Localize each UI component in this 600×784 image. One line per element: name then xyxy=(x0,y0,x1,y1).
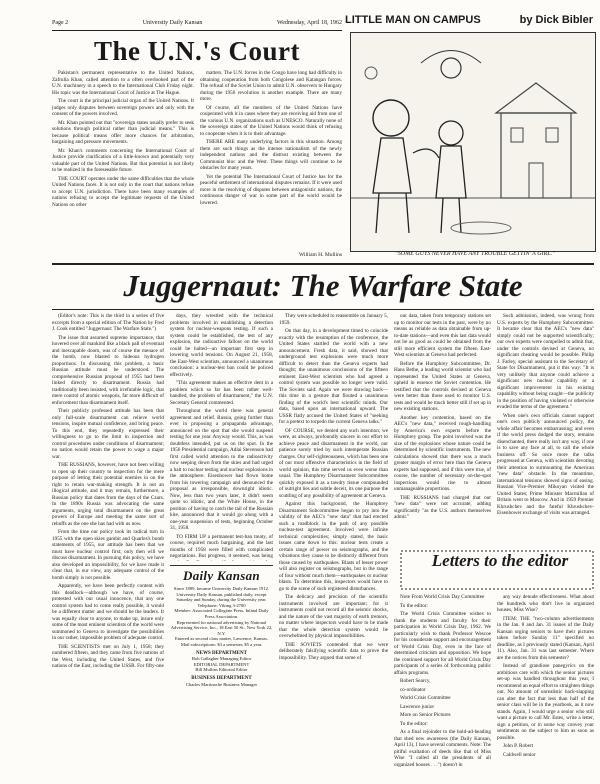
paragraph: THE COURT operates under the same difficulties that the whole United Nations faces. It is not only in the court that nations refuse to accept U.N. jurisdiction. There have been many examples of nations refusing to accept the legitimate requests of the United Nations on other xyxy=(52,175,194,208)
issue-date: Wednesday, April 18, 1962 xyxy=(277,20,342,26)
paragraph: days, they wrestled with the technical problems involved in establishing a detection system for nuclear-weapons testing. If such a system could be established, the test of any explosion, the radioactive fallout on the world could be halted—an important first step in lowering world tensions. On August 21, 1958, the East-West scientists, announced a unanimous conclusion: a nuclear-test ban could be policed effectively. xyxy=(170,313,273,378)
paragraph: Against this background, the Humphrey Disarmament Subcommittee began to pry into the validity of the AEC's "new data" that had erected such a roadblock in the path of any possible nuclear-test agreement. Involved were infinite technical complexities; simply stated, the basic issues came down to this: nuclear tests create a certain range of power on seismographs, and the vibrations they cause to be distinctly different from those caused by earthquakes. Blasts of lesser power will also register on seismographs, but in the range of four without much them—earthquakes or nuclear blasts. To determine this, inspectors would have to go to the scene of such registered disturbances. xyxy=(279,501,388,592)
letter-paragraph: Lawrence junior xyxy=(400,703,435,710)
page-header xyxy=(52,20,342,31)
letter-paragraph: Robert Searcy, xyxy=(400,678,431,684)
editorial-signature: William H. Mullins xyxy=(298,252,342,258)
paragraph: Mr. Khan's comments concerning the International Court of Justice provide clarification of a little-known and potentially very valuable part of the United Nations. But that potential is not likely to be realized in the foreseeable future. xyxy=(52,147,194,173)
masthead-line: Member: Associated Collegiate Press, Inland Daily Press Association. xyxy=(174,608,269,619)
letter-paragraph: John P. Robert xyxy=(503,743,534,749)
paragraph: Of course, all the members of the United Nations have cooperated with it in cases where they are receiving aid from one of the various U.N. organizations such as UNESCO. Naturally none of the sovereign states of the United Nations would think of refusing to cooperate when it is to their advantage. xyxy=(200,104,342,137)
comic-caption: "SOME GUYS NEVER HAVE ANY TROUBLE GETTIN' A GIRL." xyxy=(395,251,555,257)
letter-paragraph: any way denude effectiveness. What about the hundreds who don't live in organized houses, Miss Wise? xyxy=(497,594,594,613)
comic-artist: by Dick Bibler xyxy=(519,14,593,26)
paragraph: Mr. Khan pointed out that "sovereign states usually prefer to seek solutions through political rather than judicial means." This is because political means offer more chances for arbitration, bargaining and pressure movements. xyxy=(52,119,194,145)
paragraph: Such admission, indeed, was wrung from U.S. experts by the Humphrey Subcommittee. It became clear that the AEC's "new data" simply could not be supported scientifically; our own experts were compelled to admit that, under the controls devised at Geneva, no significant cheating would be possible. Philip J. Farley, special assistant to the Secretary of State for Disarmament, put it this way: "It is very unlikely that anyone could achieve a significant new nuclear capability or a significant improvement in his existing capability without being caught—the publicity in the position of having violated or otherwise evaded the terms of the agreement." xyxy=(497,313,594,410)
paragraph: (Editor's note: This is the third in a series of five excerpts from a special edition of The Nation by Fred J. Cook entitled "Juggernaut: The Warfare State.") xyxy=(52,313,164,332)
paragraph: The court is the principal judicial organ of the United Nations. It judges only disputes between sovereign powers and only with the consent of the powers involved. xyxy=(52,98,194,117)
masthead-line: Mail subscriptions: $3 a semester, $5 a year. xyxy=(180,641,263,647)
paragraph: Throughout the world there was general agreement and relief. Russia, going further than ever in proposing a propaganda advantage, announced on the spot that she would suspend testing for one year. Anyway would. This, as was doubtless intended, put us on the spot. In the 1956 Presidential campaign, Adlai Stevenson had first called world attention to the radioactivity now seeping down from the skies and had urged a halt to nuclear testing and nuclear explosions in the atmosphere. Eisenhower had flown home from his towering campaign and denounced the proposal as irresponsible, downright idiotic. Now, less than two years later, it didn't seem quite so idiotic, and the White House, in the position of having to catch the tail of the Russian kite, announced that it would go along with a one-year suspension of tests, beginning October 31, 1958. xyxy=(170,408,273,531)
comic-header xyxy=(345,14,593,28)
letter-paragraph: co-ordinator xyxy=(400,686,426,693)
masthead-line: EDITORIAL DEPARTMENT xyxy=(193,661,250,667)
letter-paragraph: As a final rejoinder to the hold-ad-heading that shed new awareness (the Daily Kansan, April 13), I have several comments. Note: The pitiful exaltation of deeds like that of Miss Wise "I called all the presidents of all organized houses . . .") doesn't in xyxy=(394,729,491,768)
paragraph: Another key contention, based on the AEC's "new data," received rough-handling by America's own experts before the Humphrey group. The point involved was the size of the explosions whose nature could be determined by scientific instruments. The new calculations showed that there was a much greater margin of error here than the Geneva experts had supposed, and if this were true, of course, the number of necessary on-the-spot inspections would rise to almost unmanageable proportions. xyxy=(394,414,491,492)
letters-column-1 xyxy=(394,594,491,778)
paragraph: matters. The U.N. forces in the Congo have long had difficulty in obtaining cooperation from both Congolese and Katangan forces. The refusal of the Soviet Union to admit U.N. observers to Hungary during the 1956 revolution is another example. There are many more. xyxy=(200,70,342,102)
masthead xyxy=(170,565,273,771)
letter-paragraph: The World Crisis Committee wishes to thank the students and faculty for their participation in World Crisis Day, 1962. We particularly wish to thank Professor Wescoe for his considerate support and encouragement of World Crisis Day, even in the face of determined criticism and opposition. We hope the continued support for all World Crisis Day participants of a series of forthcoming public affairs programs. xyxy=(394,611,491,676)
paragraph: When one's own officials cannot support one's own publicly announced policy, the whole affair becomes embarrassing; and even if the world press dodged the story, remains disenchanted, there really isn't any way, if one is to save any face at all, to call the whole business off. So once more the talks progressed at Geneva, with scientists devoting their attention to surmounting the American "new data" obstacle. In the meantime, international tensions showed signs of easing. Russian Vice-Premier Mikoyan visited the United States; Prime Minister Macmillan of Britain went to Moscow. And in 1959 Premier Khrushchev and the fateful Khrushchev-Eisenhower exchange of visits was arranged. xyxy=(497,412,594,516)
feature-title: Juggernaut: The Warfare State xyxy=(123,268,523,303)
feature-column-3 xyxy=(279,313,388,778)
masthead-info xyxy=(170,586,273,648)
masthead-line: Telephone: Viking 3-2700 xyxy=(197,602,246,608)
paragraph: THERE ARE many underlying factors in this situation. Among them are such things as the intense nationalism of the newly independent nations and the distrust existing between the Communist bloc and the West. These things will continue to be obstacles for many years. xyxy=(200,139,342,171)
news-department-staff xyxy=(170,656,273,673)
paragraph: Pakistan's permanent representative to the United Nations, Zafrulla Khan, called attention to a often overlooked part of the U.N. machinery in a speech to the International Club Friday night. His topic was the International Court of Justice at The Hague. xyxy=(52,70,194,96)
title-rule xyxy=(52,309,594,310)
masthead-line: Bob Gallagher Managing Editor xyxy=(191,656,252,662)
paragraph: THE SOVIETS contended that we were deliberately falsifying scientific data to prove the impossibility. They argued that some of xyxy=(279,641,388,661)
paragraph: "This agreement makes an effective dent in a problem which so far has been rather well-handled, the problem of disarmament," the U.N. Secretary General commented. xyxy=(170,380,273,406)
comic-drawing xyxy=(351,33,595,251)
feature-column-2 xyxy=(170,313,273,561)
paragraph: The issue that assumed supreme importance, that hovered over all mankind like a black pall of eventual and inescapable doom, was of course the menace of the bomb, now blasted to hideous hydrogen proportions. In discussing this problem, a basic Russian attitude must be understood. The comprehensive Russian proposal of 1955 had been linked directly to disarmament. Russia had traditionally been insisted, with irrefutable logic, that mere control of atomic weapons, far more difficult of enforcement than disarmament itself. xyxy=(52,334,164,406)
feature-column-5 xyxy=(497,313,594,545)
editorial-title: The U.N.'s Court xyxy=(93,36,300,66)
page-number: Page 2 xyxy=(52,20,69,26)
comic-illustration xyxy=(350,32,596,252)
paragraph: OF COURSE, we denied any such intention; we were, as always, profoundly sincere in our effort to achieve peace and disarmament in the world, our patience sorely tried by such intemperate Russian charges. Our self-righteousness, which has been one of our most offensive characteristics in the field of world opinion, this time served us even worse than usual. The Humphrey Disarmament Subcommittee quickly exposed it as a tawdry tissue compounded of outright lies and subtle deceit, its one purpose the scuttling of any possibility of agreement at Geneva. xyxy=(279,427,388,499)
paragraph: Before the Humphrey Subcommittee, Dr. Hans Bethe, a leading world scientist who had represented the United States at Geneva, upheld in essence the Soviet contention. He testified that the controls devised at Geneva were better than those used to monitor U.S. tests and would be much better still if set up in new existing stations. xyxy=(394,360,491,412)
masthead-name: Daily Kansan xyxy=(183,568,260,583)
letters-heading: Letters to the editor xyxy=(431,551,569,570)
comic-strip-title: LITTLE MAN ON CAMPUS xyxy=(345,14,481,26)
paragraph: They were scheduled to reassemble on January 5, 1959. xyxy=(279,313,388,326)
business-department-staff xyxy=(170,682,273,688)
section-divider xyxy=(52,263,594,265)
feature-column-4 xyxy=(394,313,491,545)
editorial-column-1 xyxy=(52,70,194,260)
letter-paragraph: Caldwell senior xyxy=(503,751,536,758)
paragraph: our data, taken from temporary stations set up to monitor our tests in the past, were by no means as reliable as data obtainable from up-to-date stations—and even this last data would not be as good as could be obtained from the still more efficient system the fifteen East-West scientists at Geneva had perfected. xyxy=(394,313,491,358)
letter-paragraph: To the editor: xyxy=(400,720,428,727)
paragraph: The delicacy and precision of the scientific instruments involved are important; for it instruments could not record all the seismic shocks, and the nature of the vast majority of earth tremors, no matter where inspectors would have to be made that the whole detection system would be overwhelmed by physical impossibilities. xyxy=(279,594,388,639)
letters-column-2 xyxy=(497,594,594,778)
paragraph: Yet the potential The International Court of Justice has for the peaceful settlement of international disputes remains. If it were used more in the resolving of disputes between antagonistic nations, the continuous danger of war in some part of the world would be lowered. xyxy=(200,173,342,206)
masthead-line: University Daily Kansan, published daily, except Saturday and Sunday, during the University year. xyxy=(176,591,267,603)
feature-column-1 xyxy=(52,313,164,778)
masthead-line: Since 1889, became University Daily Kansan 1912. xyxy=(173,586,270,591)
paragraph: THE SCIENTISTS met on July 1, 1958; they numbered fifteen, and they came from five nations of the West, including the United States, and five nations of the East, including the USSR. For fifty-one xyxy=(52,643,164,669)
paragraph: THE RUSSIANS had charged that our "new data" were not accurate, adding significantly "as the U.S. authors themselves admit." xyxy=(394,494,491,520)
paper-name: University Daily Kansan xyxy=(142,20,203,26)
masthead-line: Bill Mullins Editorial Editor xyxy=(195,667,248,673)
business-department-heading: BUSINESS DEPARTMENT xyxy=(191,675,252,681)
masthead-line: Charles Martinache Business Manager xyxy=(185,681,258,687)
paragraph: Apparently, we have been perfectly content with this deadlock—although we have, of course, protested with our usual innocence, that any one control system had to come really possible, it would be a different matter and we should be the leaders. It was equally clear to anyone, to make up, insure only some of the most eminent scientists of the world were summoned to Geneva to investigate the possibilities in our rather, impossible problem of adequate control. xyxy=(52,583,164,641)
letter-paragraph: To the editor: xyxy=(400,602,428,609)
editorial-column-2 xyxy=(200,70,342,252)
letter-paragraph: Instead of grandiose panegyrics on the ambitious care with which the senior pictures set-up was handled throughout this year, I recommend an equal effort to straighten things out. No amount of unrealistic back-slapping can alter the fact that less than half of the senior class will be in the yearbook, as it now stands. Again, I would urge a senior who still want a picture to call Mr. Estes, write a letter, sign a petition, or in some way convey your sentiments on the subject to him as soon as possible. xyxy=(497,663,594,741)
letter-paragraph: More on Senior Pictures xyxy=(400,712,451,718)
news-department-heading: NEWS DEPARTMENT xyxy=(196,650,247,656)
paragraph: On that day, in a development timed to coincide exactly with the resumption of the conference, the United States startled the world with a new announcement. Fresh data, it said, showed that underground test explosions were much more difficult to detect than the Geneva experts had thought; the unanimous conclusions of the fifteen eminent East-West scientists who had agreed a control system was possible no longer were valid. The Soviets said: Again we were drawing back—this time in a gesture that flouted a unanimous finding of the world's best scientific minds. Our data, based upon an international upward. The USSR flatly accused the United States of "seeking for a pretext to torpedo the current Geneva talks." xyxy=(279,328,388,425)
paragraph: THE RUSSIANS, however, have not been willing to open up their country to inspection for the mere purpose of letting their potential enemies in on the right to retain war-making strength. It is not an illogical attitude, and it may remain, furthermore, a Russian policy that dates from the days of the Czars. In the 1890s Russia was advocating the same arguments, urging total disarmament on the great powers of Europe and meeting the same sort of rebuffs as the one she has had with us now. xyxy=(52,462,164,527)
letter-paragraph: ITEM: THE "two-column advertisements in the Jan. 8 and Jan. 31 issues of the Daily Kansan urging seniors to have their pictures taken before Sunday 11" specified no deadline, as I previously stated (Kansan, April 11). Also, Jan. 31 was last semester. Where are the notices from this semester? xyxy=(497,615,594,661)
paragraph: Their publicly professed attitude has been that only full-scale disarmament can relieve world tensions, inspire mutual confidence, and bring peace. To this end, they repeatedly expressed their willingness to go to the limit in inspection and control procedures under conditions of disarmament; no nation would retain the power to wage a major war. xyxy=(52,408,164,460)
paragraph: TO FIRM UP a permanent test-ban treaty, of course, required much bargaining, and the last months of 1958 were filled with complicated negotiations. But progress, it seemed, was being xyxy=(170,533,273,559)
masthead-line: Entered as second class matter, Lawrence, Kansas. xyxy=(174,636,269,642)
letter-paragraph: Note From World Crisis Day Committee xyxy=(400,594,485,600)
masthead-line: Represented for national advertising by National Advertising Service, Inc., 18 East 50 St., New York 22, N.Y. xyxy=(170,619,273,636)
paragraph: From the time our policy took its radical turn in 1955 with the open skies gambit and Quarles's bomb statements of 1955, our attitude has been that we must have nuclear control first; only then will we discuss disarmament. In pursuing this policy, we have also developed an impossibility, for we have made it clear that, in our view, any adequate control of the bomb simply is not possible. xyxy=(52,529,164,581)
letter-paragraph: World Crisis Committee xyxy=(400,695,451,701)
